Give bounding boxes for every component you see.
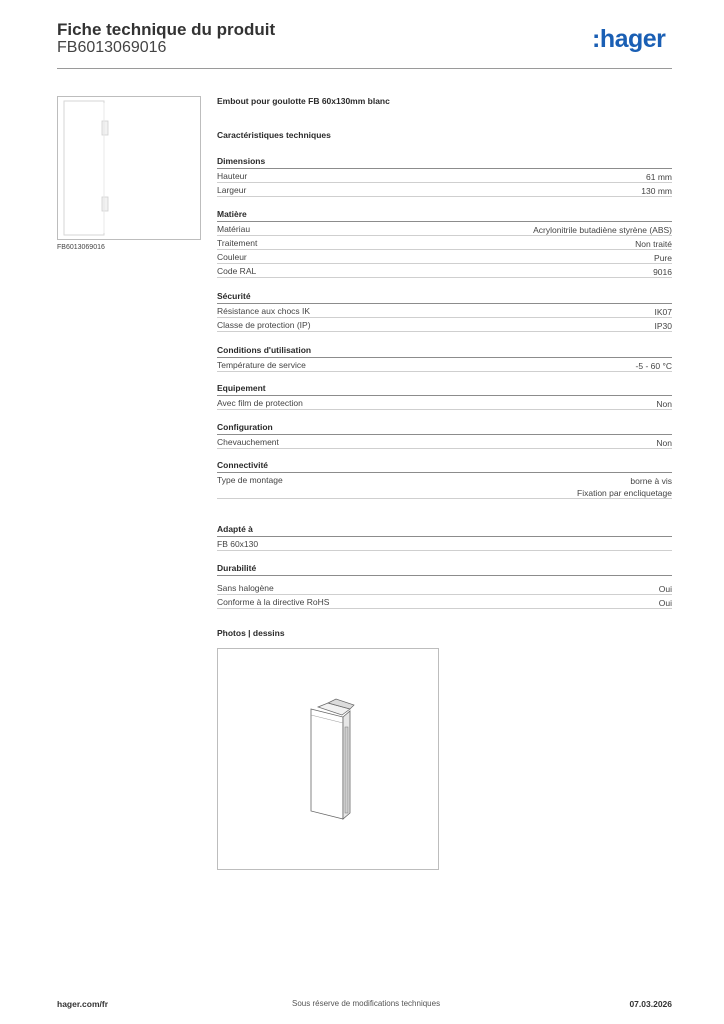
spec-row <box>217 537 672 551</box>
section-title-dimensions: Dimensions <box>217 156 266 166</box>
spec-label: FB 60x130 <box>217 539 259 549</box>
end-cap-front-icon <box>58 97 200 239</box>
hager-logo: :hager <box>592 25 666 53</box>
spec-row <box>217 264 672 278</box>
spec-value: Non <box>656 399 672 409</box>
spec-label: Matériau <box>217 224 251 234</box>
spec-label: Traitement <box>217 238 258 248</box>
spec-value: Oui <box>658 598 672 608</box>
section-title-matiere: Matière <box>217 209 247 219</box>
spec-value: IK07 <box>654 307 672 317</box>
product-name: Embout pour goulotte FB 60x130mm blanc <box>217 96 390 106</box>
end-cap-drawing-icon <box>218 649 438 869</box>
spec-row <box>217 183 672 197</box>
footer-date: 07.03.2026 <box>629 999 672 1009</box>
section-title-connectivite: Connectivité <box>217 460 269 470</box>
photos-heading: Photos | dessins <box>217 628 285 638</box>
spec-label: Chevauchement <box>217 437 279 447</box>
spec-row <box>217 595 672 609</box>
footer-website-link[interactable]: hager.com/fr <box>57 999 109 1009</box>
spec-row <box>217 358 672 372</box>
spec-row <box>217 250 672 264</box>
spec-label: Classe de protection (IP) <box>217 320 311 330</box>
section-title-securite: Sécurité <box>217 291 251 301</box>
section-title-configuration: Configuration <box>217 422 273 432</box>
spec-value: Oui <box>658 584 672 594</box>
spec-label: Couleur <box>217 252 247 262</box>
section-title-durabilite: Durabilité <box>217 563 257 573</box>
spec-value: -5 - 60 °C <box>635 361 672 371</box>
spec-value: Pure <box>654 253 672 263</box>
spec-value: borne à vis <box>630 476 672 486</box>
spec-row <box>217 473 672 499</box>
spec-row <box>217 169 672 183</box>
section-title-conditions: Conditions d'utilisation <box>217 345 312 355</box>
product-drawing <box>217 648 439 870</box>
spec-value: Acrylonitrile butadiène styrène (ABS) <box>533 225 672 235</box>
spec-label: Température de service <box>217 360 306 370</box>
spec-value: Non traité <box>635 239 672 249</box>
spec-row <box>217 435 672 449</box>
specs-heading: Caractéristiques techniques <box>217 130 331 140</box>
spec-row <box>217 222 672 236</box>
header-divider <box>57 68 672 69</box>
spec-row <box>217 236 672 250</box>
spec-value: 61 mm <box>646 172 672 182</box>
spec-label: Code RAL <box>217 266 257 276</box>
spec-value: Non <box>656 438 672 448</box>
page-title: Fiche technique du produit <box>57 20 276 39</box>
spec-value: IP30 <box>654 321 672 331</box>
section-divider <box>217 575 672 576</box>
spec-value: 130 mm <box>641 186 672 196</box>
spec-label: Résistance aux chocs IK <box>217 306 311 316</box>
spec-row <box>217 396 672 410</box>
spec-row <box>217 581 672 595</box>
spec-label: Sans halogène <box>217 583 274 593</box>
spec-label: Hauteur <box>217 171 248 181</box>
product-thumbnail <box>57 96 201 240</box>
spec-row <box>217 318 672 332</box>
spec-label: Conforme à la directive RoHS <box>217 597 330 607</box>
section-title-adapte: Adapté à <box>217 524 253 534</box>
product-reference: FB6013069016 <box>57 39 167 56</box>
spec-label: Avec film de protection <box>217 398 303 408</box>
thumbnail-caption: FB6013069016 <box>57 244 105 251</box>
spec-label: Largeur <box>217 185 247 195</box>
section-title-equipement: Equipement <box>217 383 266 393</box>
spec-row <box>217 304 672 318</box>
spec-label: Type de montage <box>217 475 283 485</box>
spec-value: 9016 <box>653 267 672 277</box>
spec-value-secondary: Fixation par encliquetage <box>577 488 672 498</box>
footer-notice: Sous réserve de modifications techniques <box>292 999 441 1008</box>
